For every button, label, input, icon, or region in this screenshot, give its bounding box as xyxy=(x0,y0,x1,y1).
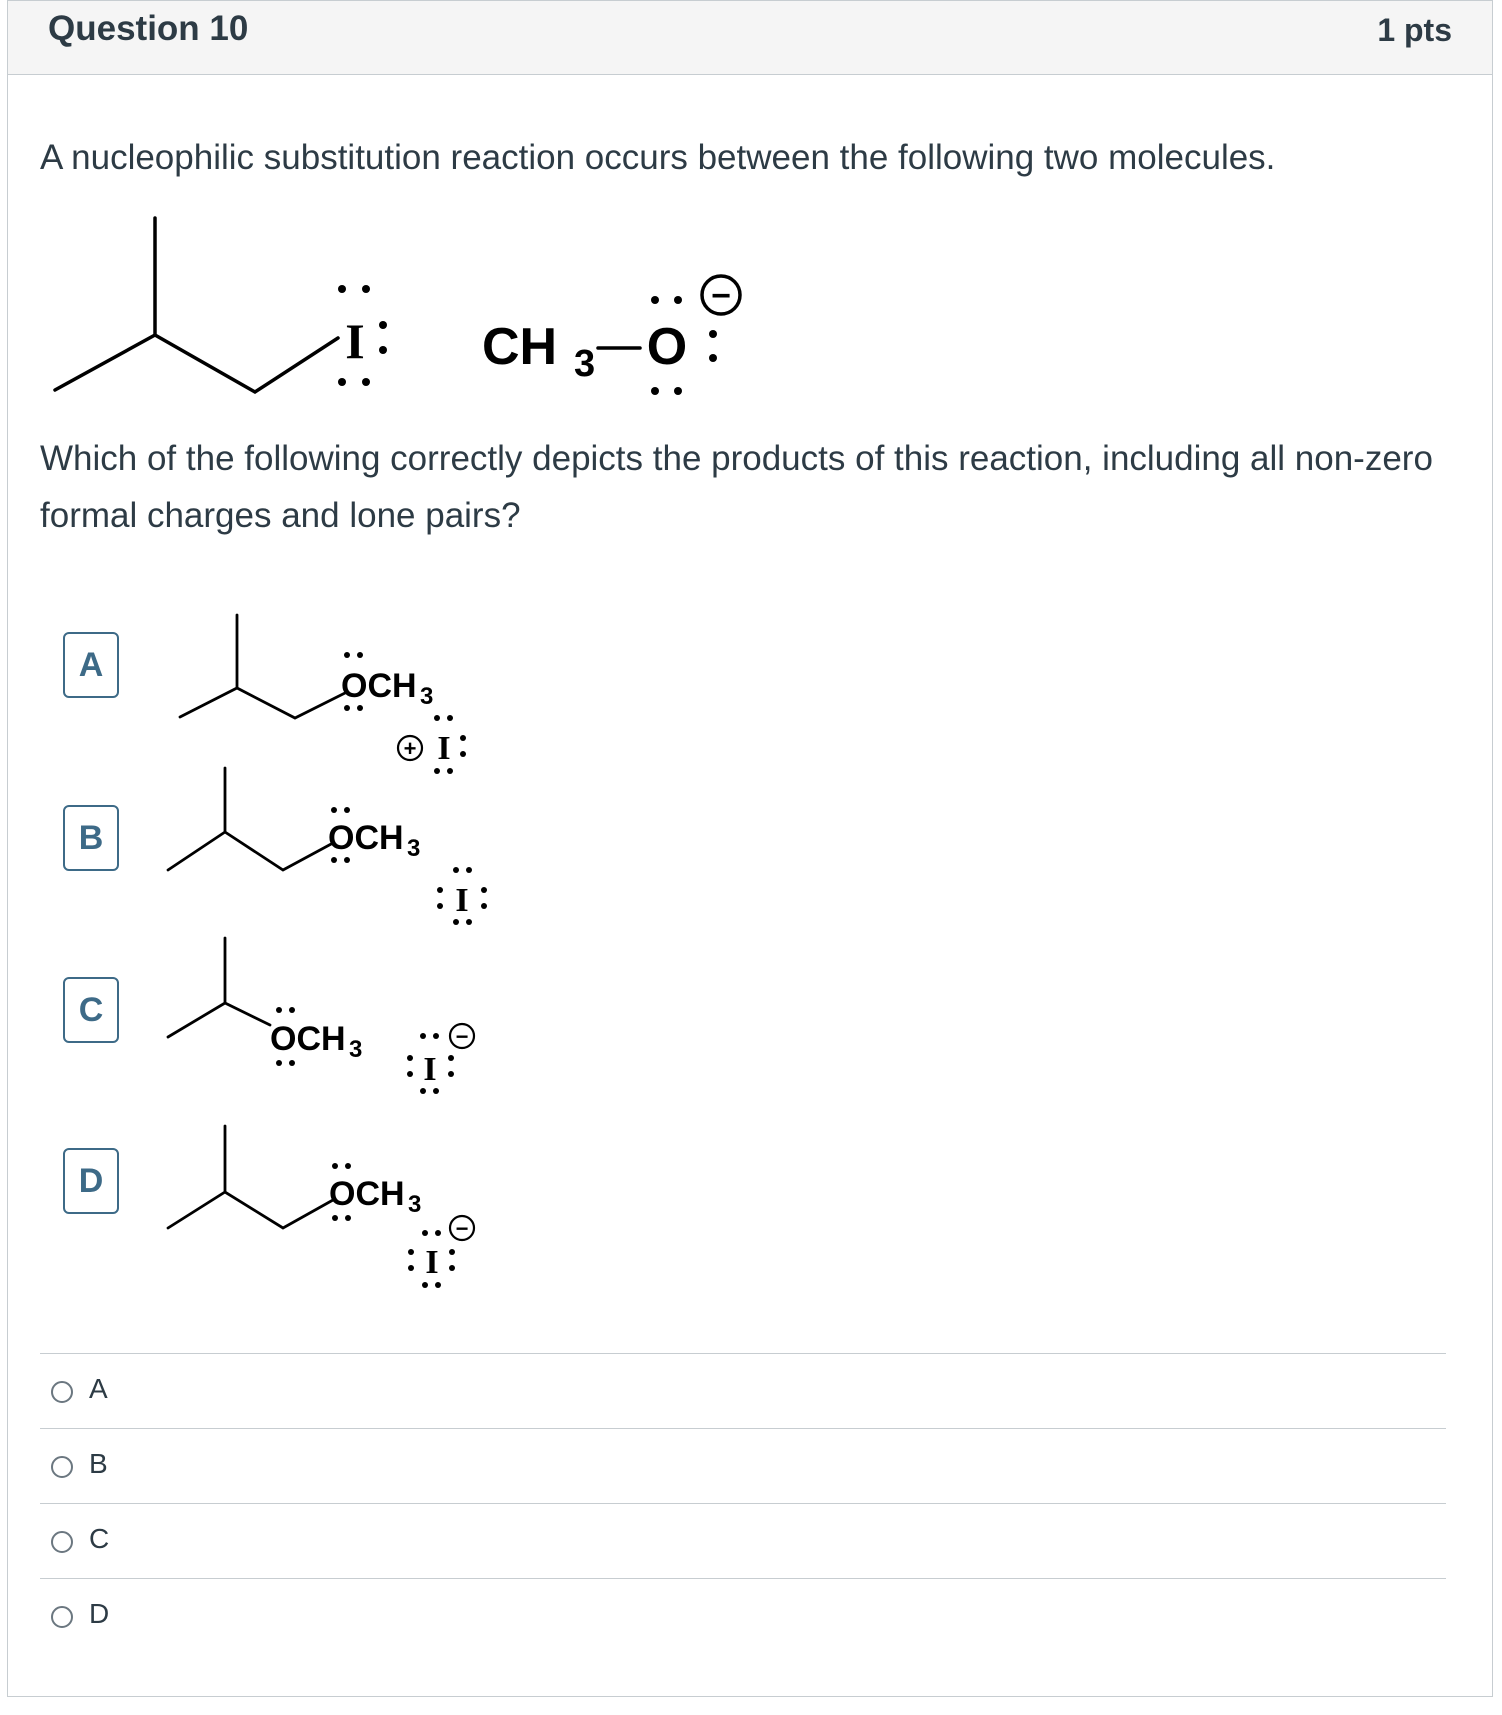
reactant-methyl-subscript: 3 xyxy=(574,343,596,385)
choice-b-group: OCH xyxy=(328,819,404,857)
choice-b-subscript: 3 xyxy=(407,835,421,862)
reactant-negative-charge: − xyxy=(711,277,731,315)
choice-c-group: OCH xyxy=(270,1020,346,1058)
answer-option-a[interactable] xyxy=(40,1353,1446,1428)
radio-button[interactable] xyxy=(51,1531,73,1553)
answer-label[interactable]: C xyxy=(89,1523,110,1554)
choice-a-charge: + xyxy=(403,736,417,761)
choice-a-subscript: 3 xyxy=(420,683,434,710)
radio-button[interactable] xyxy=(51,1456,73,1478)
choice-c-iodine: I xyxy=(423,1051,437,1088)
answer-label[interactable]: D xyxy=(89,1598,110,1629)
answer-list xyxy=(40,1353,1446,1653)
choice-label-b: B xyxy=(63,805,119,871)
answer-option-c[interactable] xyxy=(40,1503,1446,1578)
question-prompt: A nucleophilic substitution reaction occurs between the following two molecules. xyxy=(40,138,1276,177)
choice-label-a: A xyxy=(63,632,119,698)
answer-option-b[interactable] xyxy=(40,1428,1446,1503)
choice-a-group: OCH xyxy=(341,667,417,705)
reactant-methyl-group: CH xyxy=(482,318,558,376)
choice-c-charge: − xyxy=(455,1024,469,1049)
choice-d-iodine: I xyxy=(425,1244,439,1281)
question-title: Question 10 xyxy=(48,9,249,48)
radio-button[interactable] xyxy=(51,1381,73,1403)
question-text: Which of the following correctly depicts the products of this reaction, including all non-zero formal charges and lone pairs? xyxy=(40,439,1433,535)
choice-a-iodine: I xyxy=(437,730,451,767)
radio-button[interactable] xyxy=(51,1606,73,1628)
reactant-oxygen: O xyxy=(646,318,688,376)
answer-label[interactable]: A xyxy=(89,1373,108,1404)
reactant-iodine: I xyxy=(345,313,365,369)
choice-d-subscript: 3 xyxy=(408,1191,422,1218)
choice-c-subscript: 3 xyxy=(349,1036,363,1063)
choice-label-c: C xyxy=(63,977,119,1043)
answer-label[interactable]: B xyxy=(89,1448,108,1479)
choice-label-d: D xyxy=(63,1148,119,1214)
answer-option-d[interactable] xyxy=(40,1578,1446,1653)
question-points: 1 pts xyxy=(1377,12,1452,48)
choice-d-group: OCH xyxy=(329,1175,405,1213)
choice-d-charge: − xyxy=(455,1216,469,1241)
choice-b-iodine: I xyxy=(455,882,469,919)
